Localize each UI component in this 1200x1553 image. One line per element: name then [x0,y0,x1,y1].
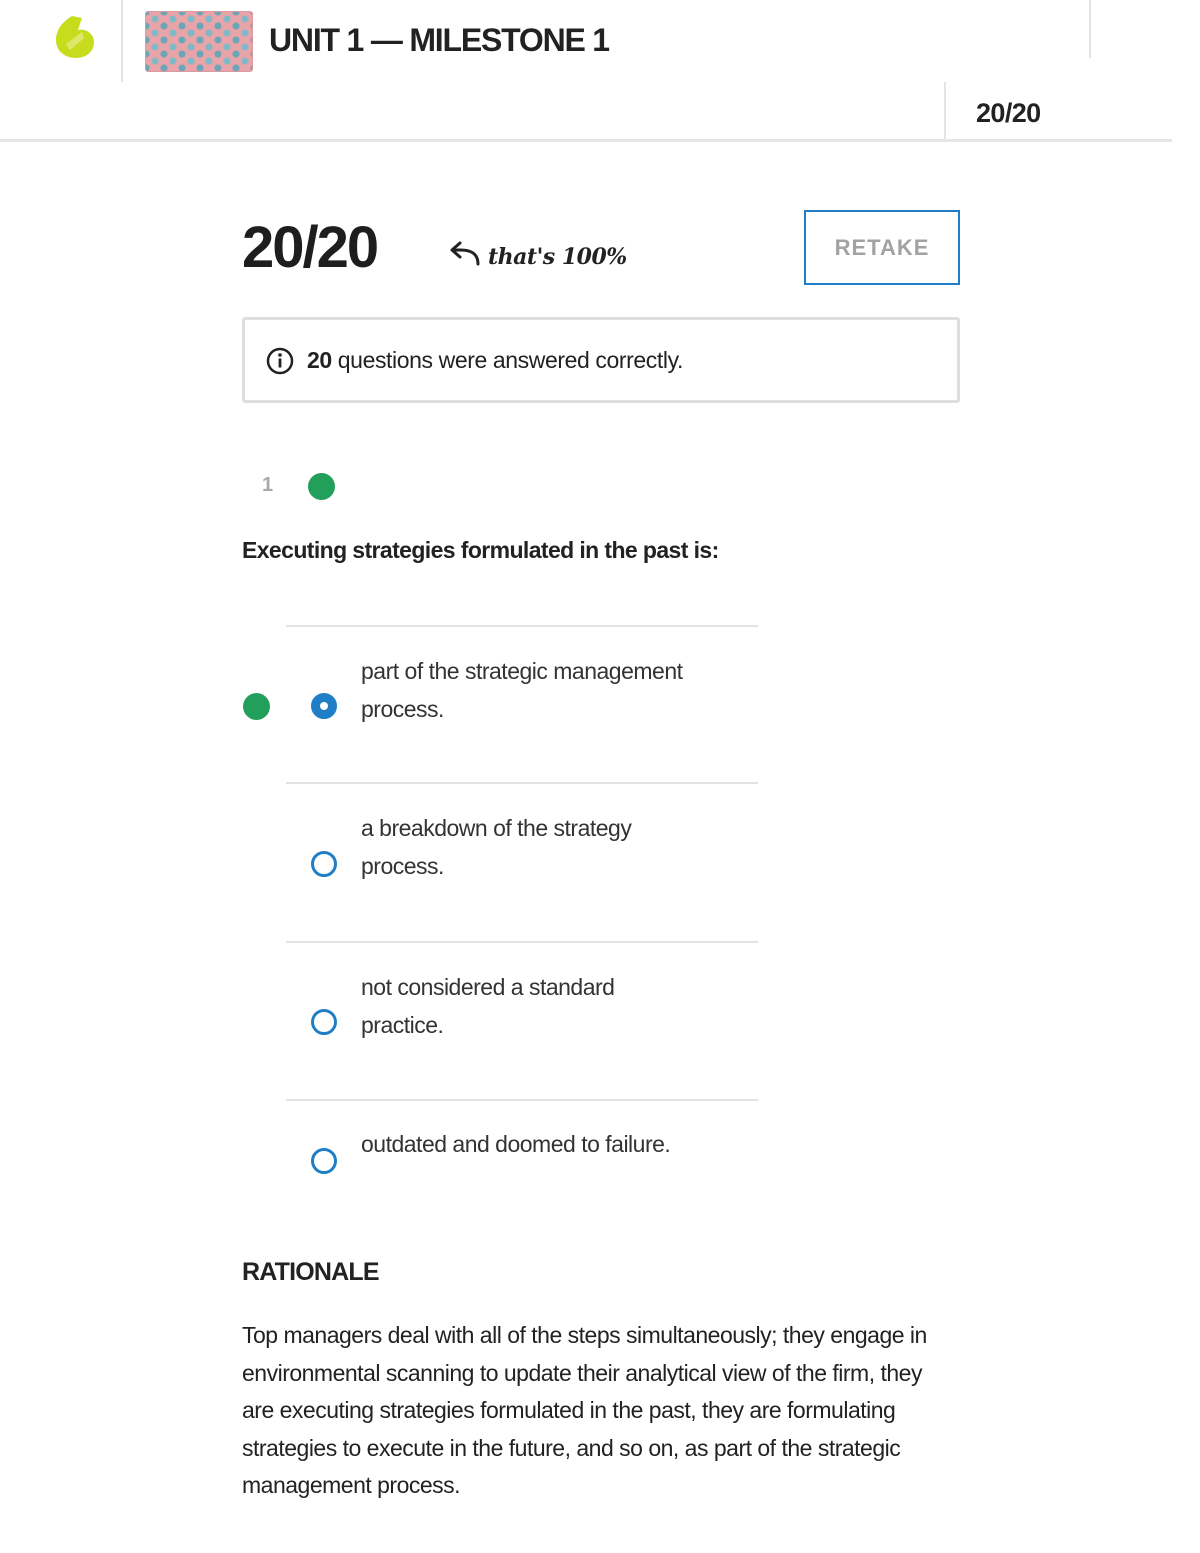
retake-button[interactable]: RETAKE [804,210,960,285]
option-4-text[interactable]: outdated and doomed to failure. [361,1131,671,1157]
question-prompt: Executing strategies formulated in the past is: [242,537,719,563]
correct-count: 20 [307,347,332,373]
option-3-text[interactable]: not considered a standard practice. [361,974,615,1038]
option-2-text[interactable]: a breakdown of the strategy process. [361,815,632,879]
option-2-radio[interactable] [311,851,337,877]
option-1-radio[interactable] [311,693,337,719]
curved-arrow-icon [448,240,482,270]
rationale-heading: RATIONALE [242,1258,379,1286]
header-divider-right [1089,0,1091,58]
correct-answer-marker [243,693,270,720]
header-divider-left [121,0,123,82]
unit-title: UNIT 1 — MILESTONE 1 [269,22,609,58]
sophia-logo-icon[interactable] [52,14,98,60]
correct-status-icon [308,473,335,500]
info-icon [266,347,294,375]
option-1-text[interactable]: part of the strategic management process. [361,658,683,722]
info-message [307,347,683,374]
course-thumbnail [145,11,253,72]
option-divider [286,1099,758,1101]
header-score: 20/20 [976,98,1041,128]
result-score: 20/20 [242,215,378,280]
score-note: that's 100% [488,244,627,270]
option-divider [286,782,758,784]
option-4-radio[interactable] [311,1148,337,1174]
info-message-text: questions were answered correctly. [331,347,683,373]
question-number: 1 [262,474,274,496]
option-divider [286,941,758,943]
option-3-radio[interactable] [311,1009,337,1035]
score-divider [944,82,946,140]
rationale-text: Top managers deal with all of the steps simultaneously; they engage in environmental scanning to update their analytical view of the firm, they are executing strategies formulated in the past, they are formulating strategies to execute in the future, and so on, as part of the strategic management process. [242,1322,927,1498]
header-bottom-border [0,139,1172,142]
option-divider [286,625,758,627]
